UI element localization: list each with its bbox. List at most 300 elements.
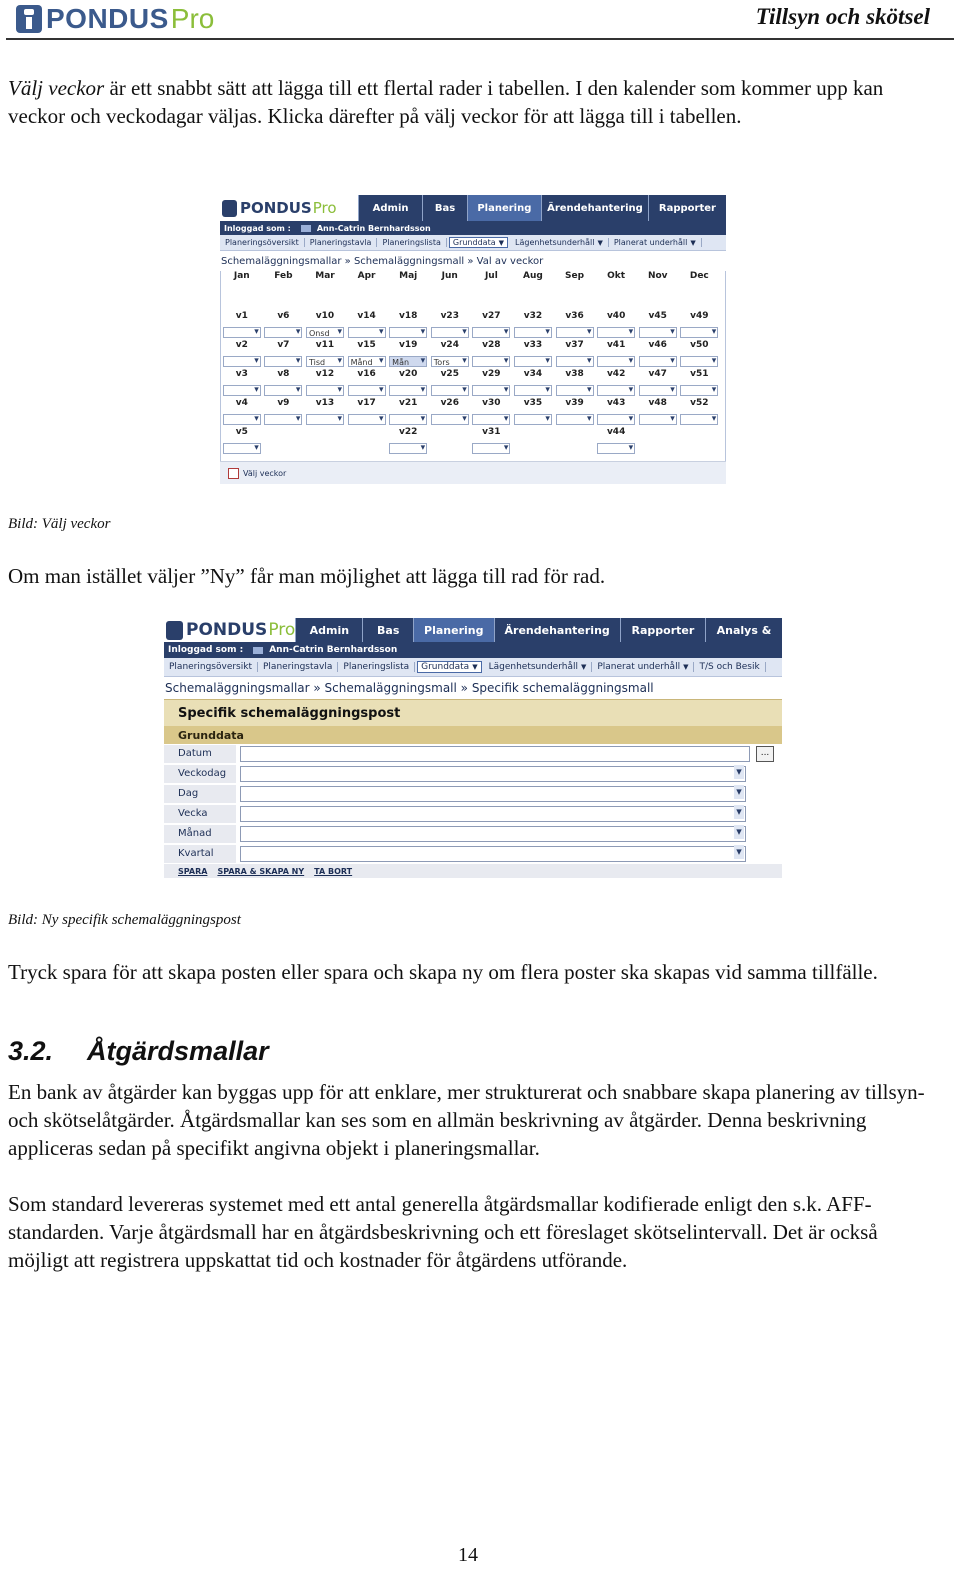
weekday-select[interactable] [597, 443, 635, 454]
weekday-cell [346, 383, 388, 398]
weekday-cell [637, 441, 679, 456]
field-row-manad [164, 824, 782, 844]
weekday-cell [346, 412, 388, 427]
weekday-select[interactable] [556, 414, 594, 425]
weekday-select[interactable] [556, 385, 594, 396]
weekday-cell [679, 383, 721, 398]
tab-admin[interactable]: Admin [358, 195, 422, 221]
tab-analys[interactable]: Analys & [705, 618, 782, 642]
tab-bas[interactable]: Bas [362, 618, 413, 642]
weekday-cell [637, 325, 679, 340]
field-row-dag [164, 784, 782, 804]
weekday-select[interactable] [223, 443, 261, 454]
subnav-planerat-underhall[interactable] [592, 662, 694, 672]
week-label: v26 [440, 398, 459, 408]
chevron-down-icon: ▼ [690, 239, 696, 247]
user-bar [220, 221, 726, 235]
weekday-select[interactable] [306, 385, 344, 396]
app-topbar [164, 618, 782, 642]
weekday-cell [304, 383, 346, 398]
breadcrumb: Schemaläggningsmallar » Schemaläggningsmall » Specifik schemaläggningsmall [165, 681, 654, 695]
weekday-cell [221, 354, 263, 369]
weekday-cell [346, 325, 388, 340]
week-label: v39 [565, 398, 584, 408]
weekday-select-row [221, 412, 725, 427]
week-label [637, 427, 679, 441]
weekday-cell [554, 441, 596, 456]
subnav-grunddata-label: Grunddata [452, 238, 496, 247]
weekday-cell [679, 412, 721, 427]
weekday-cell [221, 412, 263, 427]
weekday-cell [221, 325, 263, 340]
weekday-select[interactable]: Mån ▾ [389, 356, 427, 367]
week-label: v7 [277, 340, 290, 350]
weekday-cell [304, 441, 346, 456]
dag-select[interactable] [240, 786, 746, 802]
weekday-select[interactable] [597, 385, 635, 396]
weekday-select[interactable] [389, 443, 427, 454]
weekday-select[interactable] [264, 327, 302, 338]
weekday-cell [554, 412, 596, 427]
weekday-cell [387, 325, 429, 340]
pondus-pro-logo [16, 3, 214, 35]
week-label-row [221, 311, 725, 325]
ny-paragraph: Om man istället väljer ”Ny” får man möjlighet att lägga till rad för rad. [8, 564, 606, 588]
caption-specifik-post: Bild: Ny specifik schemaläggningspost [8, 912, 241, 928]
tab-rapporter[interactable]: Rapporter [620, 618, 705, 642]
calendar-icon [228, 468, 239, 479]
chevron-down-icon: ▼ [580, 663, 587, 671]
week-label: v19 [398, 340, 418, 350]
page-number: 14 [458, 1544, 478, 1566]
week-label: v51 [690, 369, 709, 379]
subnav-ts-och-besik[interactable]: T/S och Besik [694, 662, 765, 672]
week-label: v45 [648, 311, 667, 321]
spara-link[interactable]: SPARA [178, 866, 208, 876]
weekday-select[interactable] [264, 385, 302, 396]
weekday-cell [429, 441, 471, 456]
week-label: v47 [648, 369, 667, 379]
weekday-select[interactable] [680, 327, 718, 338]
week-label [554, 427, 596, 441]
week-label: v42 [606, 369, 626, 379]
week-label: v49 [690, 311, 709, 321]
weekday-cell [263, 412, 305, 427]
manad-select[interactable] [240, 826, 746, 842]
weekday-select[interactable] [472, 327, 510, 338]
weekday-select[interactable]: Tors ▾ [431, 356, 469, 367]
weekday-cell [304, 354, 346, 369]
tab-arendehantering[interactable]: Ärendehantering [494, 618, 620, 642]
month-label: Nov [647, 271, 668, 281]
weekday-select[interactable] [389, 327, 427, 338]
form-group-grunddata: Grunddata [164, 726, 782, 744]
field-row-veckodag [164, 764, 782, 784]
weekday-cell [595, 441, 637, 456]
weekday-select-row [221, 354, 725, 369]
app-topbar [220, 195, 726, 221]
weekday-cell [387, 412, 429, 427]
week-label: v36 [565, 311, 584, 321]
chevron-down-icon: ▼ [498, 239, 504, 247]
field-row-kvartal [164, 844, 782, 864]
week-label: v24 [440, 340, 459, 350]
weekday-cell [429, 383, 471, 398]
datum-input[interactable] [240, 746, 750, 762]
page-header [6, 0, 954, 40]
week-label: v37 [565, 340, 584, 350]
week-label: v16 [357, 369, 376, 379]
user-icon [301, 225, 311, 232]
week-label: v29 [482, 369, 501, 379]
field-label: Vecka [164, 805, 236, 823]
week-label: v8 [277, 369, 290, 379]
week-label: v44 [606, 427, 626, 437]
week-label [304, 427, 346, 441]
week-label: v28 [482, 340, 501, 350]
week-label: v12 [315, 369, 335, 379]
month-label: Maj [399, 271, 418, 281]
intro-text: är ett snabbt sätt att lägga till ett flertal rader i tabellen. I den kalender som kommer upp kan veckor och veckodagar väljas. Klicka därefter på välj veckor för att lägga till i tabellen. [8, 76, 884, 128]
veckodag-select[interactable] [240, 766, 746, 782]
weekday-cell [679, 441, 721, 456]
weekday-select[interactable]: Onsd ▾ [306, 327, 344, 338]
subnav-planeringstavla[interactable]: Planeringstavla [305, 238, 378, 247]
sub-navigation [164, 658, 782, 677]
section-title-text: Åtgärdsmallar [87, 1036, 269, 1066]
weekday-select[interactable] [597, 356, 635, 367]
subnav-grunddata[interactable] [449, 237, 508, 248]
week-label-row [221, 427, 725, 441]
subnav-grunddata-label: Grunddata [421, 662, 470, 672]
weekday-select-row [221, 383, 725, 398]
weekday-cell [221, 441, 263, 456]
form-title: Specifik schemaläggningspost [164, 699, 782, 726]
weekday-select[interactable] [639, 356, 677, 367]
week-grid [221, 311, 725, 456]
week-label [512, 427, 554, 441]
app-logo [164, 618, 295, 642]
chevron-down-icon: ▼ [597, 239, 603, 247]
tab-bas[interactable]: Bas [422, 195, 467, 221]
date-picker-button[interactable]: ... [756, 746, 774, 762]
weekday-cell [346, 441, 388, 456]
subnav-planerat-underhall[interactable] [609, 238, 702, 247]
intro-paragraph [8, 74, 938, 130]
month-label: Aug [523, 271, 543, 281]
weekday-cell [595, 325, 637, 340]
subnav-planeringstavla[interactable]: Planeringstavla [258, 662, 338, 672]
caption-valj-veckor: Bild: Välj veckor [8, 516, 111, 532]
week-label: v46 [648, 340, 667, 350]
subnav-planeringsoversikt[interactable]: Planeringsöversikt [220, 238, 305, 247]
week-label: v21 [398, 398, 418, 408]
weekday-select[interactable] [556, 327, 594, 338]
field-label: Veckodag [164, 765, 236, 783]
weekday-select[interactable] [639, 414, 677, 425]
spara-paragraph: Tryck spara för att skapa posten eller spara och skapa ny om flera poster ska skapas vid samma tillfälle. [8, 960, 878, 984]
chevron-down-icon: ▼ [683, 663, 689, 671]
weekday-cell [471, 325, 513, 340]
weekday-select[interactable] [431, 385, 469, 396]
month-label: Dec [689, 271, 709, 281]
weekday-cell [554, 354, 596, 369]
breadcrumb: Schemaläggningsmallar » Schemaläggningsmall » Val av veckor [221, 255, 544, 267]
week-label: v15 [357, 340, 376, 350]
logo-pro-text: Pro [170, 3, 215, 34]
standard-paragraph: Som standard levereras systemet med ett antal generella åtgärdsmallar kodifierade enligt den s.k. AFF-standarden. Varje åtgärdsmall har en åtgärdsbeskrivning och ett föreslaget skötselintervall. Det är också möjligt att registrera uppskattat tid och kostnader för åtgärdens utförande. [8, 1192, 878, 1272]
weekday-select[interactable] [639, 385, 677, 396]
weekday-select[interactable] [389, 414, 427, 425]
week-label-row [221, 398, 725, 412]
week-label: v30 [482, 398, 501, 408]
sub-navigation [220, 235, 726, 251]
weekday-select[interactable] [472, 356, 510, 367]
kvartal-select[interactable] [240, 846, 746, 862]
weekday-cell [679, 354, 721, 369]
weekday-select[interactable] [348, 414, 386, 425]
weekday-select-row [221, 441, 725, 456]
week-label: v20 [398, 369, 418, 379]
week-label: v33 [523, 340, 543, 350]
weekday-select-row [221, 325, 725, 340]
intro-term: Välj veckor [8, 76, 105, 100]
screenshot-valj-veckor [220, 195, 726, 496]
month-label: Jan [233, 271, 250, 281]
weekday-cell [512, 325, 554, 340]
subnav-planerat-underhall-label: Planerat underhåll [613, 238, 688, 247]
subnav-lagenhetsunderhall-label: Lägenhetsunderhåll [488, 662, 578, 672]
weekday-cell [554, 325, 596, 340]
weekday-cell [512, 383, 554, 398]
weekday-select[interactable]: Tisd ▾ [306, 356, 344, 367]
weekday-select[interactable] [597, 327, 635, 338]
month-label: Apr [357, 271, 376, 281]
weekday-select[interactable] [472, 414, 510, 425]
weekday-select[interactable] [223, 414, 261, 425]
app-logo-text: PONDUS [186, 620, 268, 640]
weekday-cell [595, 383, 637, 398]
month-label: Sep [565, 271, 585, 281]
week-label: v50 [690, 340, 709, 350]
weekday-select[interactable] [556, 356, 594, 367]
weekday-cell [595, 412, 637, 427]
week-label: v1 [235, 311, 248, 321]
week-label: v25 [440, 369, 459, 379]
tab-admin[interactable]: Admin [295, 618, 362, 642]
app-logo [220, 195, 358, 221]
week-label: v14 [357, 311, 376, 321]
weekday-cell [637, 354, 679, 369]
week-label: v3 [235, 369, 248, 379]
screenshot-specifik-post [164, 618, 782, 890]
app-logo-icon [166, 621, 183, 640]
weekday-select[interactable] [348, 327, 386, 338]
chevron-down-icon: ▼ [472, 663, 478, 671]
week-label: v2 [235, 340, 248, 350]
weekday-cell [387, 383, 429, 398]
weekday-cell [637, 412, 679, 427]
spara-och-skapa-ny-link[interactable]: SPARA & SKAPA NY [217, 866, 305, 876]
weekday-cell [512, 354, 554, 369]
weekday-select[interactable] [514, 327, 552, 338]
subnav-planeringslista[interactable]: Planeringslista [338, 662, 415, 672]
subnav-planeringslista[interactable]: Planeringslista [377, 238, 446, 247]
weekday-cell [263, 325, 305, 340]
logo-text: PONDUS [46, 3, 169, 34]
user-name: Ann-Catrin Bernhardsson [316, 223, 431, 233]
section-heading [8, 1036, 269, 1067]
weekday-select[interactable] [597, 414, 635, 425]
weekday-select[interactable] [639, 327, 677, 338]
week-label: v35 [523, 398, 543, 408]
weekday-cell [429, 354, 471, 369]
week-label: v17 [357, 398, 376, 408]
section-number: 3.2. [8, 1036, 54, 1066]
vecka-select[interactable] [240, 806, 746, 822]
weekday-select[interactable] [223, 327, 261, 338]
month-label: Feb [274, 271, 293, 281]
app-logo-icon [222, 200, 237, 217]
weekday-cell [263, 383, 305, 398]
weekday-cell [263, 354, 305, 369]
week-label: v23 [440, 311, 459, 321]
subnav-grunddata[interactable] [417, 661, 481, 673]
field-row-datum [164, 744, 782, 764]
subnav-lagenhetsunderhall[interactable] [484, 662, 593, 672]
section-title: Tillsyn och skötsel [755, 4, 930, 29]
week-label [263, 427, 305, 441]
weekday-cell [387, 354, 429, 369]
month-label: Okt [607, 271, 626, 281]
weekday-cell [221, 383, 263, 398]
weekday-select[interactable] [680, 356, 718, 367]
weekday-select[interactable] [472, 385, 510, 396]
tab-planering[interactable]: Planering [467, 195, 541, 221]
field-label: Kvartal [164, 845, 236, 863]
week-label: v18 [398, 311, 418, 321]
week-label [429, 427, 471, 441]
week-label-row [221, 369, 725, 383]
week-label: v27 [482, 311, 501, 321]
subnav-planerat-underhall-label: Planerat underhåll [597, 662, 681, 672]
form-actions [164, 864, 782, 878]
app-logo-pro: Pro [268, 620, 296, 640]
week-label: v41 [606, 340, 626, 350]
month-label: Jun [441, 271, 458, 281]
weekday-cell [429, 325, 471, 340]
subnav-lagenhetsunderhall[interactable] [510, 238, 609, 247]
pondus-logo-icon [16, 5, 42, 33]
weekday-select[interactable] [514, 414, 552, 425]
weekday-cell [471, 354, 513, 369]
weekday-select[interactable] [264, 356, 302, 367]
week-label: v13 [315, 398, 335, 408]
valj-veckor-bar [220, 461, 726, 484]
weekday-select[interactable] [514, 356, 552, 367]
weekday-select[interactable] [264, 414, 302, 425]
subnav-planeringsoversikt[interactable]: Planeringsöversikt [164, 662, 258, 672]
tab-arendehantering[interactable]: Ärendehantering [541, 195, 648, 221]
week-label: v38 [565, 369, 584, 379]
weekday-select[interactable] [306, 414, 344, 425]
week-label: v40 [606, 311, 626, 321]
tab-rapporter[interactable]: Rapporter [648, 195, 726, 221]
month-header-row [221, 271, 725, 285]
weekday-cell [471, 441, 513, 456]
field-label: Dag [164, 785, 236, 803]
week-label [346, 427, 388, 441]
weekday-cell [512, 441, 554, 456]
weekday-select[interactable] [389, 385, 427, 396]
weekday-cell [304, 325, 346, 340]
month-label: Jul [484, 271, 498, 281]
weekday-cell [512, 412, 554, 427]
week-label [679, 427, 721, 441]
week-label: v9 [277, 398, 290, 408]
weekday-select[interactable] [223, 385, 261, 396]
valj-veckor-button[interactable]: Välj veckor [243, 468, 287, 478]
weekday-select[interactable]: Månd ▾ [348, 356, 386, 367]
app-logo-text: PONDUS [240, 199, 312, 217]
week-label: v48 [648, 398, 667, 408]
subnav-lagenhetsunderhall-label: Lägenhetsunderhåll [515, 238, 595, 247]
user-name: Ann-Catrin Bernhardsson [269, 645, 398, 655]
week-label: v22 [398, 427, 418, 437]
weekday-select[interactable] [680, 414, 718, 425]
weekday-cell [554, 383, 596, 398]
tab-planering[interactable]: Planering [413, 618, 493, 642]
weekday-cell [304, 412, 346, 427]
weekday-cell [429, 412, 471, 427]
user-icon [253, 647, 263, 654]
atgardsmallar-paragraph: En bank av åtgärder kan byggas upp för att enklare, mer strukturerat och snabbare skapa planering av tillsyn- och skötselåtgärder. Åtgärdsmallar kan ses som en allmän beskrivning av åtgärder. Denna beskrivning appliceras sedan på specifikt angivna objekt i planeringsmallar. [8, 1080, 925, 1160]
weekday-cell [471, 383, 513, 398]
week-label: v52 [690, 398, 709, 408]
user-label: Inloggad som : [168, 645, 244, 655]
week-label: v4 [235, 398, 248, 408]
weekday-select[interactable] [431, 414, 469, 425]
weekday-cell [595, 354, 637, 369]
weekday-select[interactable] [348, 385, 386, 396]
week-label: v10 [315, 311, 335, 321]
field-label: Månad [164, 825, 236, 843]
weekday-select[interactable] [514, 385, 552, 396]
week-label: v5 [235, 427, 248, 437]
week-label: v34 [523, 369, 543, 379]
weekday-select[interactable] [223, 356, 261, 367]
weekday-select[interactable] [680, 385, 718, 396]
weekday-cell [346, 354, 388, 369]
app-logo-pro: Pro [312, 199, 337, 217]
user-label: Inloggad som : [224, 223, 291, 233]
week-calendar [220, 271, 726, 461]
week-label: v31 [482, 427, 501, 437]
user-bar [164, 642, 782, 658]
week-label-row [221, 340, 725, 354]
week-label: v43 [606, 398, 626, 408]
weekday-cell [387, 441, 429, 456]
weekday-cell [471, 412, 513, 427]
week-label: v32 [523, 311, 543, 321]
weekday-select[interactable] [431, 327, 469, 338]
weekday-cell [637, 383, 679, 398]
weekday-select[interactable] [472, 443, 510, 454]
month-label: Mar [315, 271, 335, 281]
weekday-cell [679, 325, 721, 340]
week-label: v11 [315, 340, 335, 350]
ta-bort-link[interactable]: TA BORT [314, 866, 353, 876]
